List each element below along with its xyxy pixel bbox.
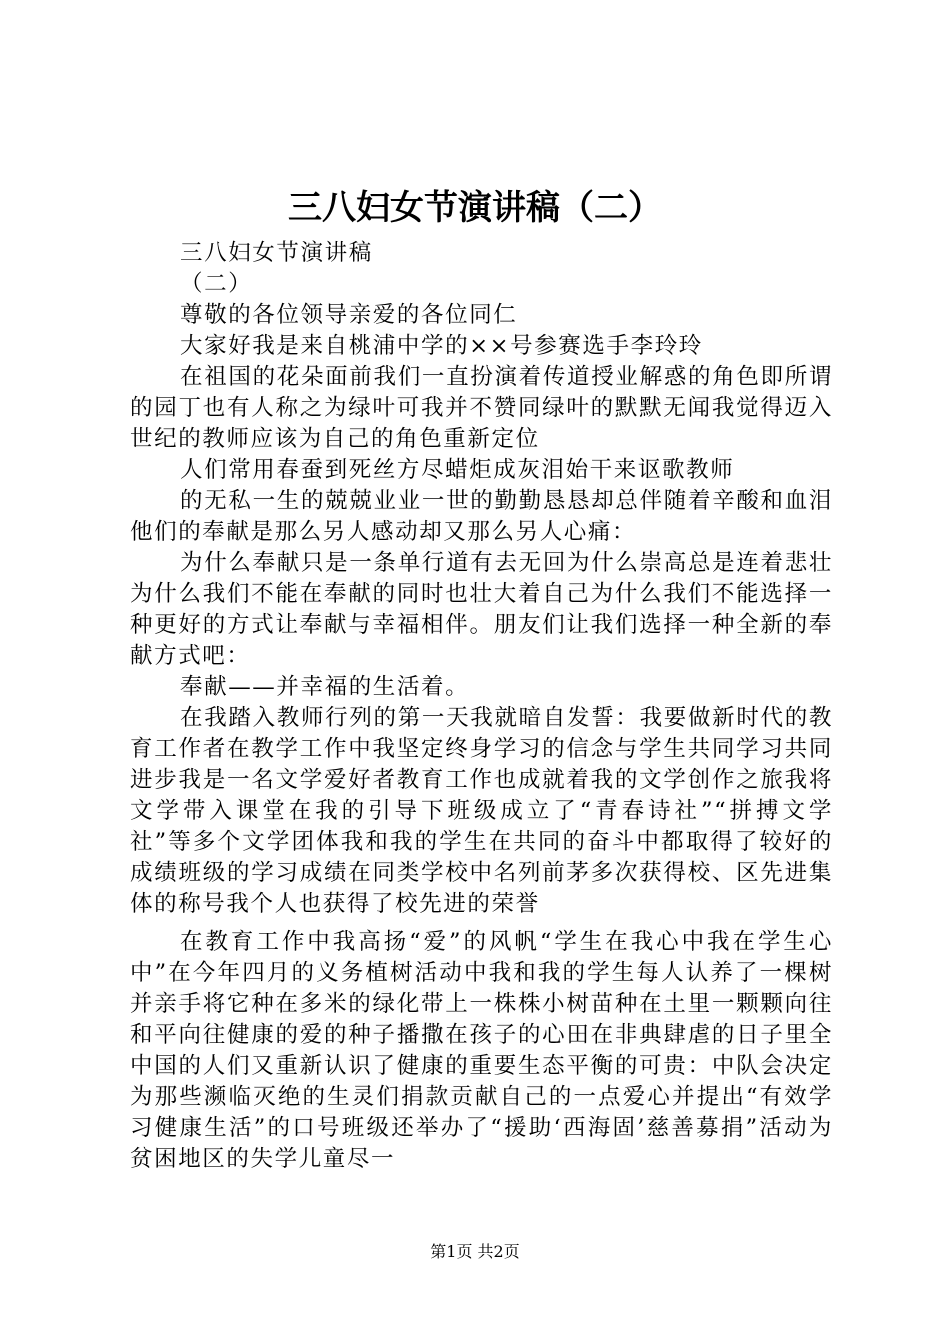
- body-paragraph: 大家好我是来自桃浦中学的××号参赛选手李玲玲: [180, 333, 703, 359]
- body-paragraph: 在祖国的花朵面前我们一直扮演着传道授业解惑的角色即所谓的园丁也有人称之为绿叶可我并不赞同绿叶的默默无闻我觉得迈入世纪的教师应该为自己的角色重新定位: [130, 364, 833, 452]
- body-paragraph: 的无私一生的兢兢业业一世的勤勤恳恳却总伴随着辛酸和血泪他们的奉献是那么另人感动却又那么另人心痛：: [130, 488, 833, 545]
- body-paragraph: 为什么奉献只是一条单行道有去无回为什么崇高总是连着悲壮为什么我们不能在奉献的同时也壮大着自己为什么我们不能选择一种更好的方式让奉献与幸福相伴。朋友们让我们选择一种全新的奉献方式吧：: [130, 550, 833, 669]
- body-paragraph: 奉献——并幸福的生活着。: [180, 674, 470, 700]
- document-body: [130, 238, 833, 1175]
- page-footer: 第1页 共2页: [430, 1242, 520, 1261]
- body-paragraph: 在我踏入教师行列的第一天我就暗自发誓：我要做新时代的教育工作者在教学工作中我坚定终身学习的信念与学生共同学习共同进步我是一名文学爱好者教育工作也成就着我的文学创作之旅我将文学带入课堂在我的引导下班级成立了“青春诗社”“拼搏文学社”等多个文学团体我和我的学生在共同的奋斗中都取得了较好的成绩班级的学习成绩在同类学校中名列前茅多次获得校、区先进集体的称号我个人也获得了校先进的荣誉: [130, 705, 833, 917]
- body-paragraph: （二）: [180, 271, 253, 297]
- body-paragraph: 尊敬的各位领导亲爱的各位同仁: [180, 302, 518, 328]
- page-title: 三八妇女节演讲稿（二）: [288, 188, 662, 228]
- body-paragraph: 三八妇女节演讲稿: [180, 240, 373, 266]
- body-paragraph: 在教育工作中我高扬“爱”的风帆“学生在我心中我在学生心中”在今年四月的义务植树活动中我和我的学生每人认养了一棵树并亲手将它种在多米的绿化带上一株株小树苗种在土里一颗颗向往和平向往健康的爱的种子播撒在孩子的心田在非典肆虐的日子里全中国的人们又重新认识了健康的重要生态平衡的可贵：中队会决定为那些濒临灭绝的生灵们捐款贡献自己的一点爱心并提出“有效学习健康生活”的口号班级还举办了“援助‘西海固’慈善募捐”活动为贫困地区的失学儿童尽一: [130, 929, 833, 1172]
- body-paragraph: 人们常用春蚕到死丝方尽蜡炬成灰泪始干来讴歌教师: [180, 457, 735, 483]
